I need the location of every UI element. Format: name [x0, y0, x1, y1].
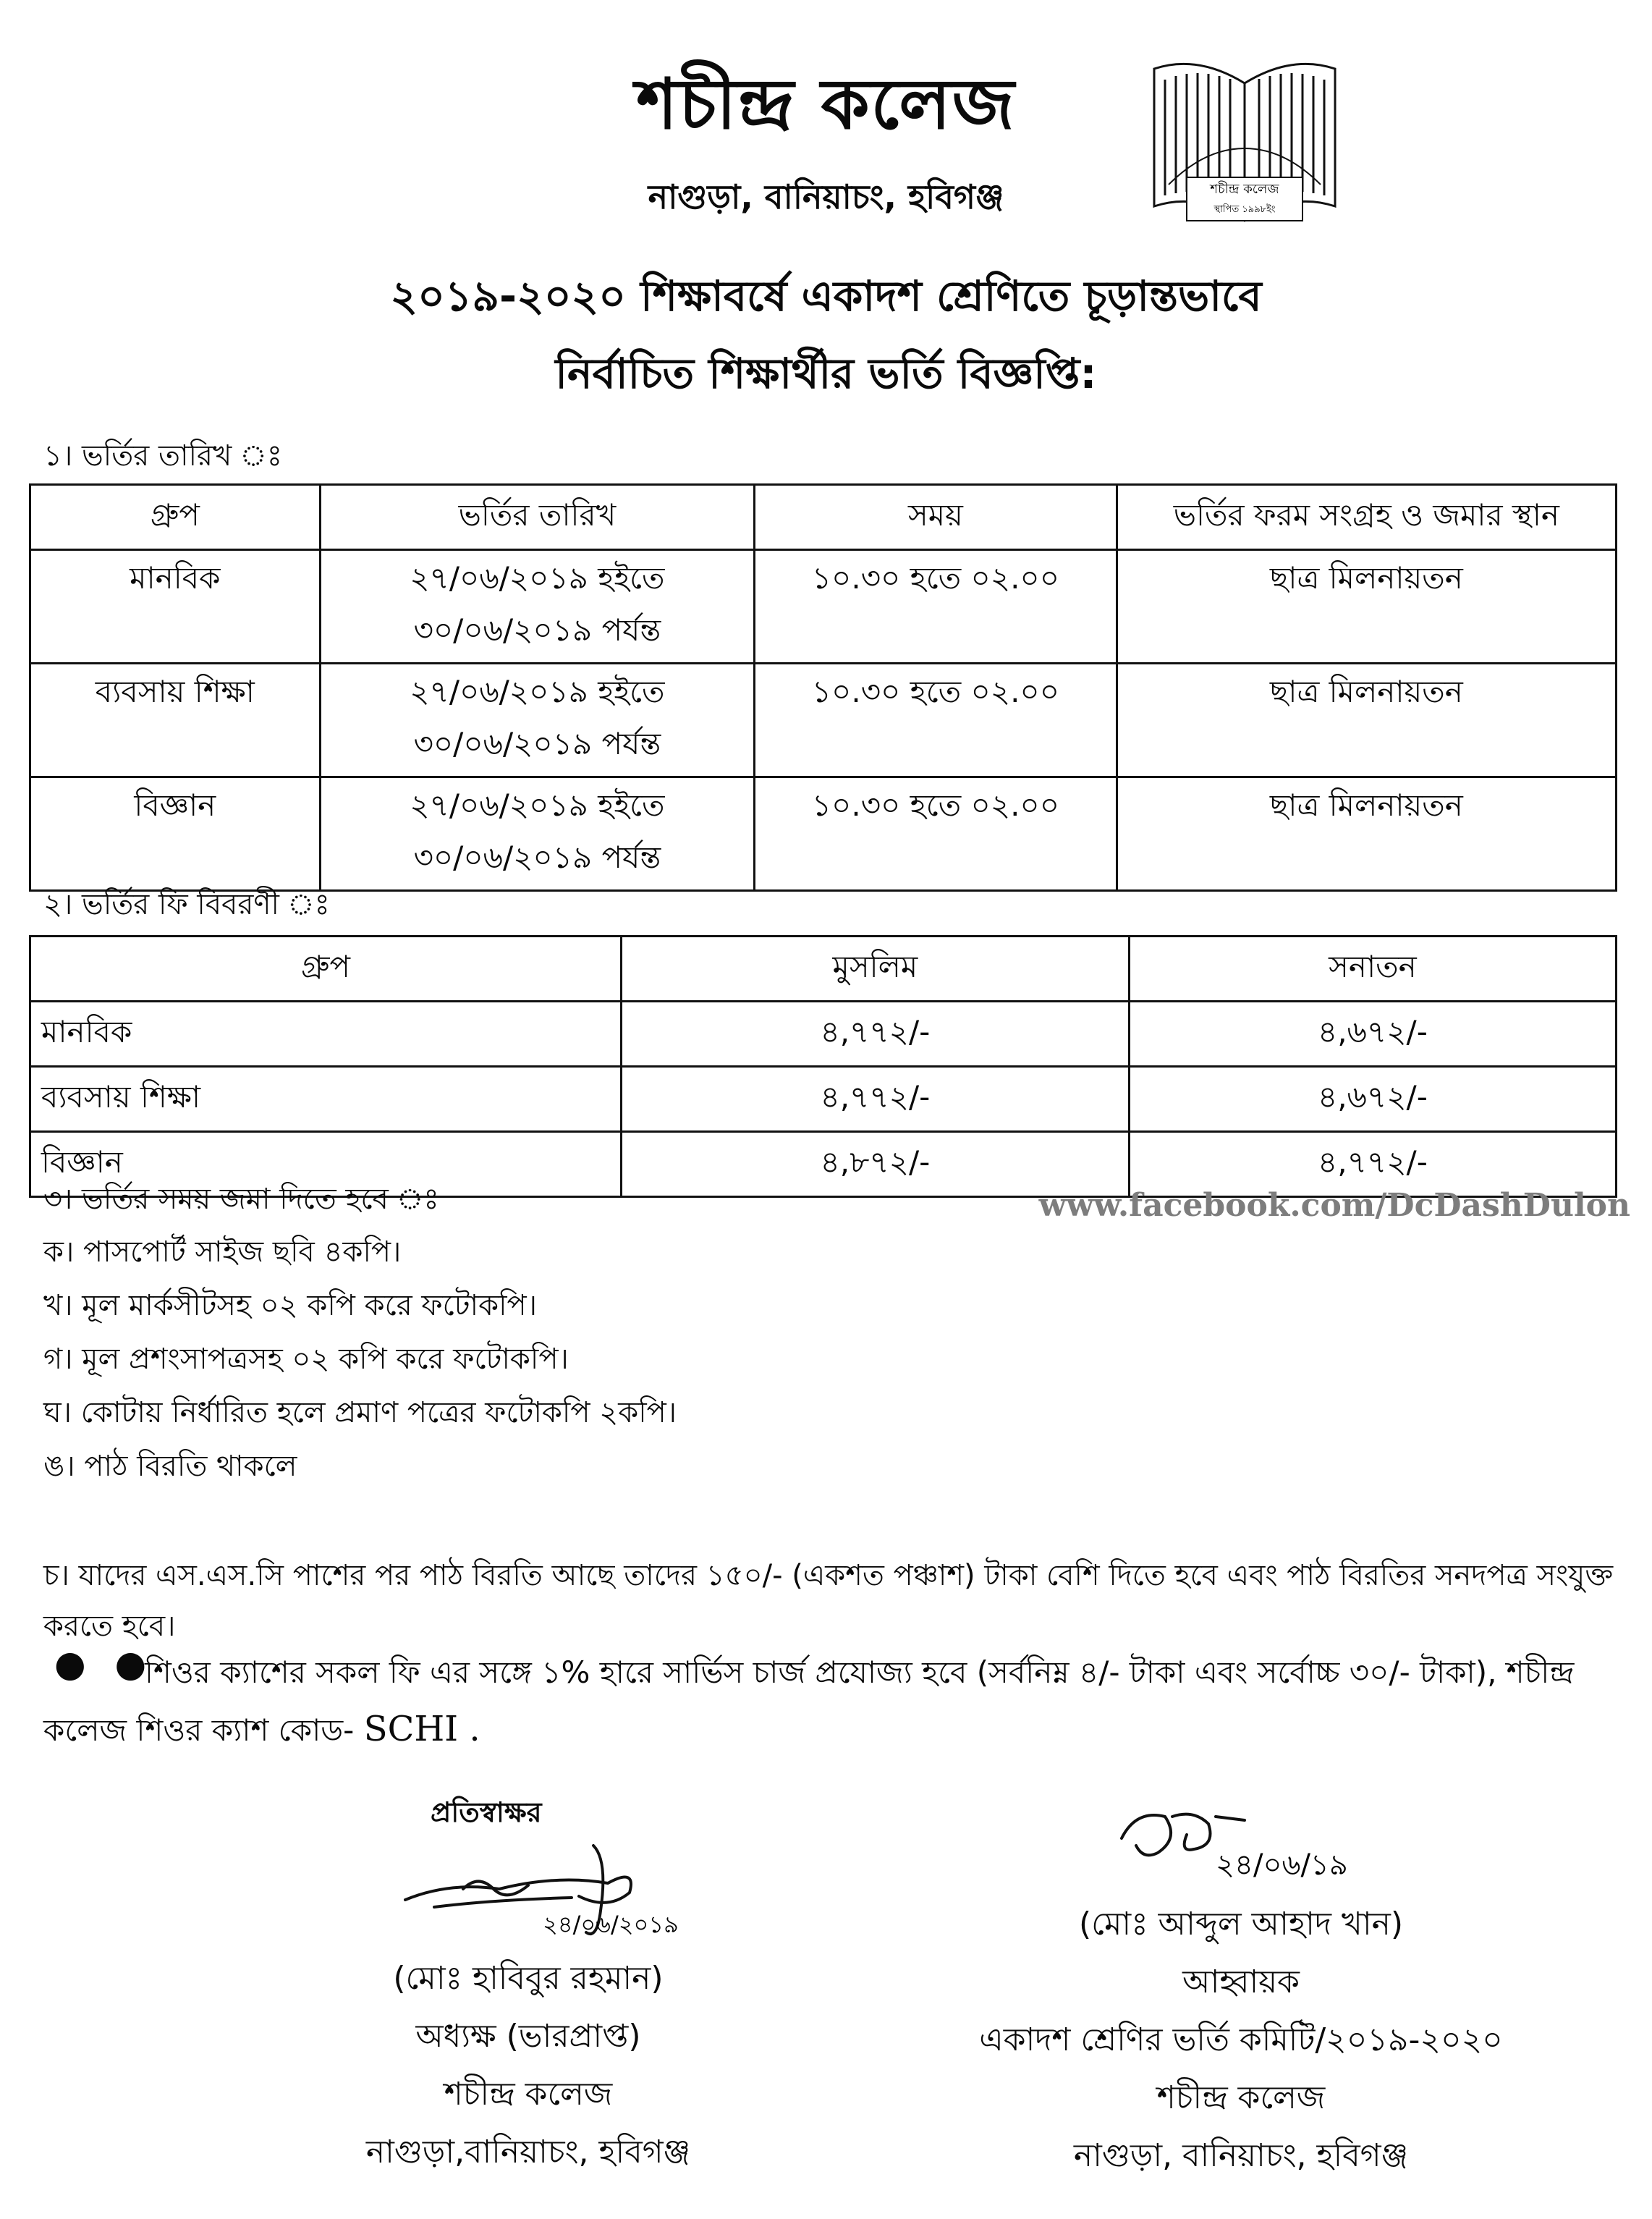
cell-place: ছাত্র মিলনায়তন — [1117, 777, 1616, 891]
cell-group: ব্যবসায় শিক্ষা — [30, 664, 321, 777]
col-header-place: ভর্তির ফরম সংগ্রহ ও জমার স্থান — [1117, 485, 1616, 550]
table-header-row — [30, 937, 1617, 1002]
col-header-group: গ্রুপ — [30, 937, 622, 1002]
table-row — [30, 550, 1617, 664]
watermark-url: www.facebook.com/DcDashDulon — [1038, 1187, 1630, 1224]
requirement-item: চ। যাদের এস.এস.সি পাশের পর পাঠ বিরতি আছে তাদের ১৫০/- (একশত পঞ্চাশ) টাকা বেশি দিতে হবে এবং পাঠ বিরতির সনদপত্র সংযুক্ত করতে হবে। — [43, 1559, 1614, 1643]
table-row — [30, 1002, 1617, 1067]
admission-date-table — [29, 483, 1617, 892]
cell-group: বিজ্ঞান — [30, 777, 321, 891]
table-row — [30, 1067, 1617, 1132]
col-header-muslim: মুসলিম — [621, 937, 1129, 1002]
cell-time: ১০.৩০ হতে ০২.০০ — [755, 550, 1117, 664]
cell-time: ১০.৩০ হতে ০২.০০ — [755, 664, 1117, 777]
cell-date — [320, 550, 755, 664]
committee-name: একাদশ শ্রেণির ভর্তি কমিটি/২০১৯-২০২০ — [979, 2021, 1503, 2058]
table-row — [30, 664, 1617, 777]
cell-group: মানবিক — [30, 1002, 622, 1067]
date-from: ২৭/০৬/২০১৯ হইতে — [410, 560, 665, 596]
date-to: ৩০/০৬/২০১৯ পর্যন্ত — [413, 612, 661, 648]
requirement-item: গ। মূল প্রশংসাপত্রসহ ০২ কপি করে ফটোকপি। — [43, 1343, 569, 1376]
cell-sanatan-fee: ৪,৬৭২/- — [1129, 1067, 1616, 1132]
date-to: ৩০/০৬/২০১৯ পর্যন্ত — [413, 726, 661, 761]
cell-sanatan-fee: ৪,৭৭২/- — [1129, 1132, 1616, 1197]
convener-role: আহ্বায়ক — [1182, 1964, 1300, 2000]
requirement-item: খ। মূল মার্কসীটসহ ০২ কপি করে ফটোকপি। — [43, 1289, 538, 1322]
col-header-sanatan: সনাতন — [1129, 937, 1616, 1002]
svg-text:২৪/০৬/২০১৯: ২৪/০৬/২০১৯ — [543, 1911, 679, 1938]
principal-institution: শচীন্দ্র কলেজ — [444, 2076, 613, 2113]
college-name: শচীন্দ্র কলেজ — [636, 64, 1016, 145]
svg-text:২৪/০৬/১৯: ২৪/০৬/১৯ — [1216, 1848, 1348, 1882]
convener-institution: শচীন্দ্র কলেজ — [1156, 2079, 1326, 2116]
fee-table — [29, 935, 1617, 1198]
countersign-label: প্রতিস্বাক্ষর — [431, 1796, 542, 1828]
requirement-item: ঙ। পাঠ বিরতি থাকলে — [43, 1450, 297, 1483]
col-header-date: ভর্তির তারিখ — [320, 485, 755, 550]
table-row — [30, 777, 1617, 891]
cell-date — [320, 664, 755, 777]
date-from: ২৭/০৬/২০১৯ হইতে — [410, 674, 665, 709]
cell-date — [320, 777, 755, 891]
convener-signature — [1107, 1795, 1454, 1903]
principal-name: (মোঃ হাবিবুর রহমান) — [393, 1960, 664, 1997]
requirement-item: ক। পাসপোর্ট সাইজ ছবি ৪কপি। — [43, 1235, 402, 1269]
date-to: ৩০/০৬/২০১৯ পর্যন্ত — [413, 840, 661, 875]
note-text: শিওর ক্যাশের সকল ফি এর সঙ্গে ১% হারে সার্ভিস চার্জ প্রযোজ্য হবে (সর্বনিম্ন ৪/- টাকা এবং সর্বোচ্চ ৩০/- টাকা), শচীন্দ্র কলেজ শিওর ক্যাশ কোড- — [43, 1654, 1575, 1748]
col-header-group: গ্রুপ — [30, 485, 321, 550]
cell-time: ১০.৩০ হতে ০২.০০ — [755, 777, 1117, 891]
principal-signature — [391, 1831, 731, 1947]
convener-name: (মোঃ আব্দুল আহাদ খান) — [1078, 1906, 1404, 1943]
table-header-row — [30, 485, 1617, 550]
svg-text:স্থাপিত ১৯৯৮ইং: স্থাপিত ১৯৯৮ইং — [1213, 204, 1276, 215]
col-header-time: সময় — [755, 485, 1117, 550]
cell-place: ছাত্র মিলনায়তন — [1117, 550, 1616, 664]
svg-text:শচীন্দ্র কলেজ: শচীন্দ্র কলেজ — [1210, 182, 1279, 197]
principal-address: নাগুড়া,বানিয়াচং, হবিগঞ্জ — [365, 2134, 691, 2171]
date-from: ২৭/০৬/২০১৯ হইতে — [410, 787, 665, 823]
cell-group: বিজ্ঞান — [30, 1132, 622, 1197]
cell-sanatan-fee: ৪,৬৭২/- — [1129, 1002, 1616, 1067]
notice-heading-line1: ২০১৯-২০২০ শিক্ষাবর্ষে একাদশ শ্রেণিতে চূড়ান্তভাবে — [390, 271, 1262, 321]
notice-heading-line2: নির্বাচিত শিক্ষার্থীর ভর্তি বিজ্ঞপ্তি: — [555, 349, 1097, 398]
cell-muslim-fee: ৪,৭৭২/- — [621, 1067, 1129, 1132]
cell-place: ছাত্র মিলনায়তন — [1117, 664, 1616, 777]
convener-address: নাগুড়া, বানিয়াচং, হবিগঞ্জ — [1073, 2137, 1409, 2174]
principal-designation: অধ্যক্ষ (ভারপ্রাপ্ত) — [415, 2018, 641, 2055]
requirement-item: ঘ। কোটায় নির্ধারিত হলে প্রমাণ পত্রের ফটোকপি ২কপি। — [43, 1396, 677, 1429]
surecash-code: SCHI . — [363, 1709, 480, 1749]
section3-title: ৩। ভর্তির সময় জমা দিতে হবে ঃ — [43, 1183, 439, 1216]
cell-group: ব্যবসায় শিক্ষা — [30, 1067, 622, 1132]
bullet-icon: ● ● — [54, 1643, 156, 1685]
college-logo — [1147, 40, 1342, 250]
cell-muslim-fee: ৪,৮৭২/- — [621, 1132, 1129, 1197]
cell-group: মানবিক — [30, 550, 321, 664]
section2-title: ২। ভর্তির ফি বিবরণী ঃ — [43, 888, 330, 921]
cell-muslim-fee: ৪,৭৭২/- — [621, 1002, 1129, 1067]
service-charge-note — [43, 1644, 1614, 1759]
college-address: নাগুড়া, বানিয়াচং, হবিগঞ্জ — [648, 177, 1004, 216]
section1-title: ১। ভর্তির তারিখ ঃ — [43, 439, 283, 473]
